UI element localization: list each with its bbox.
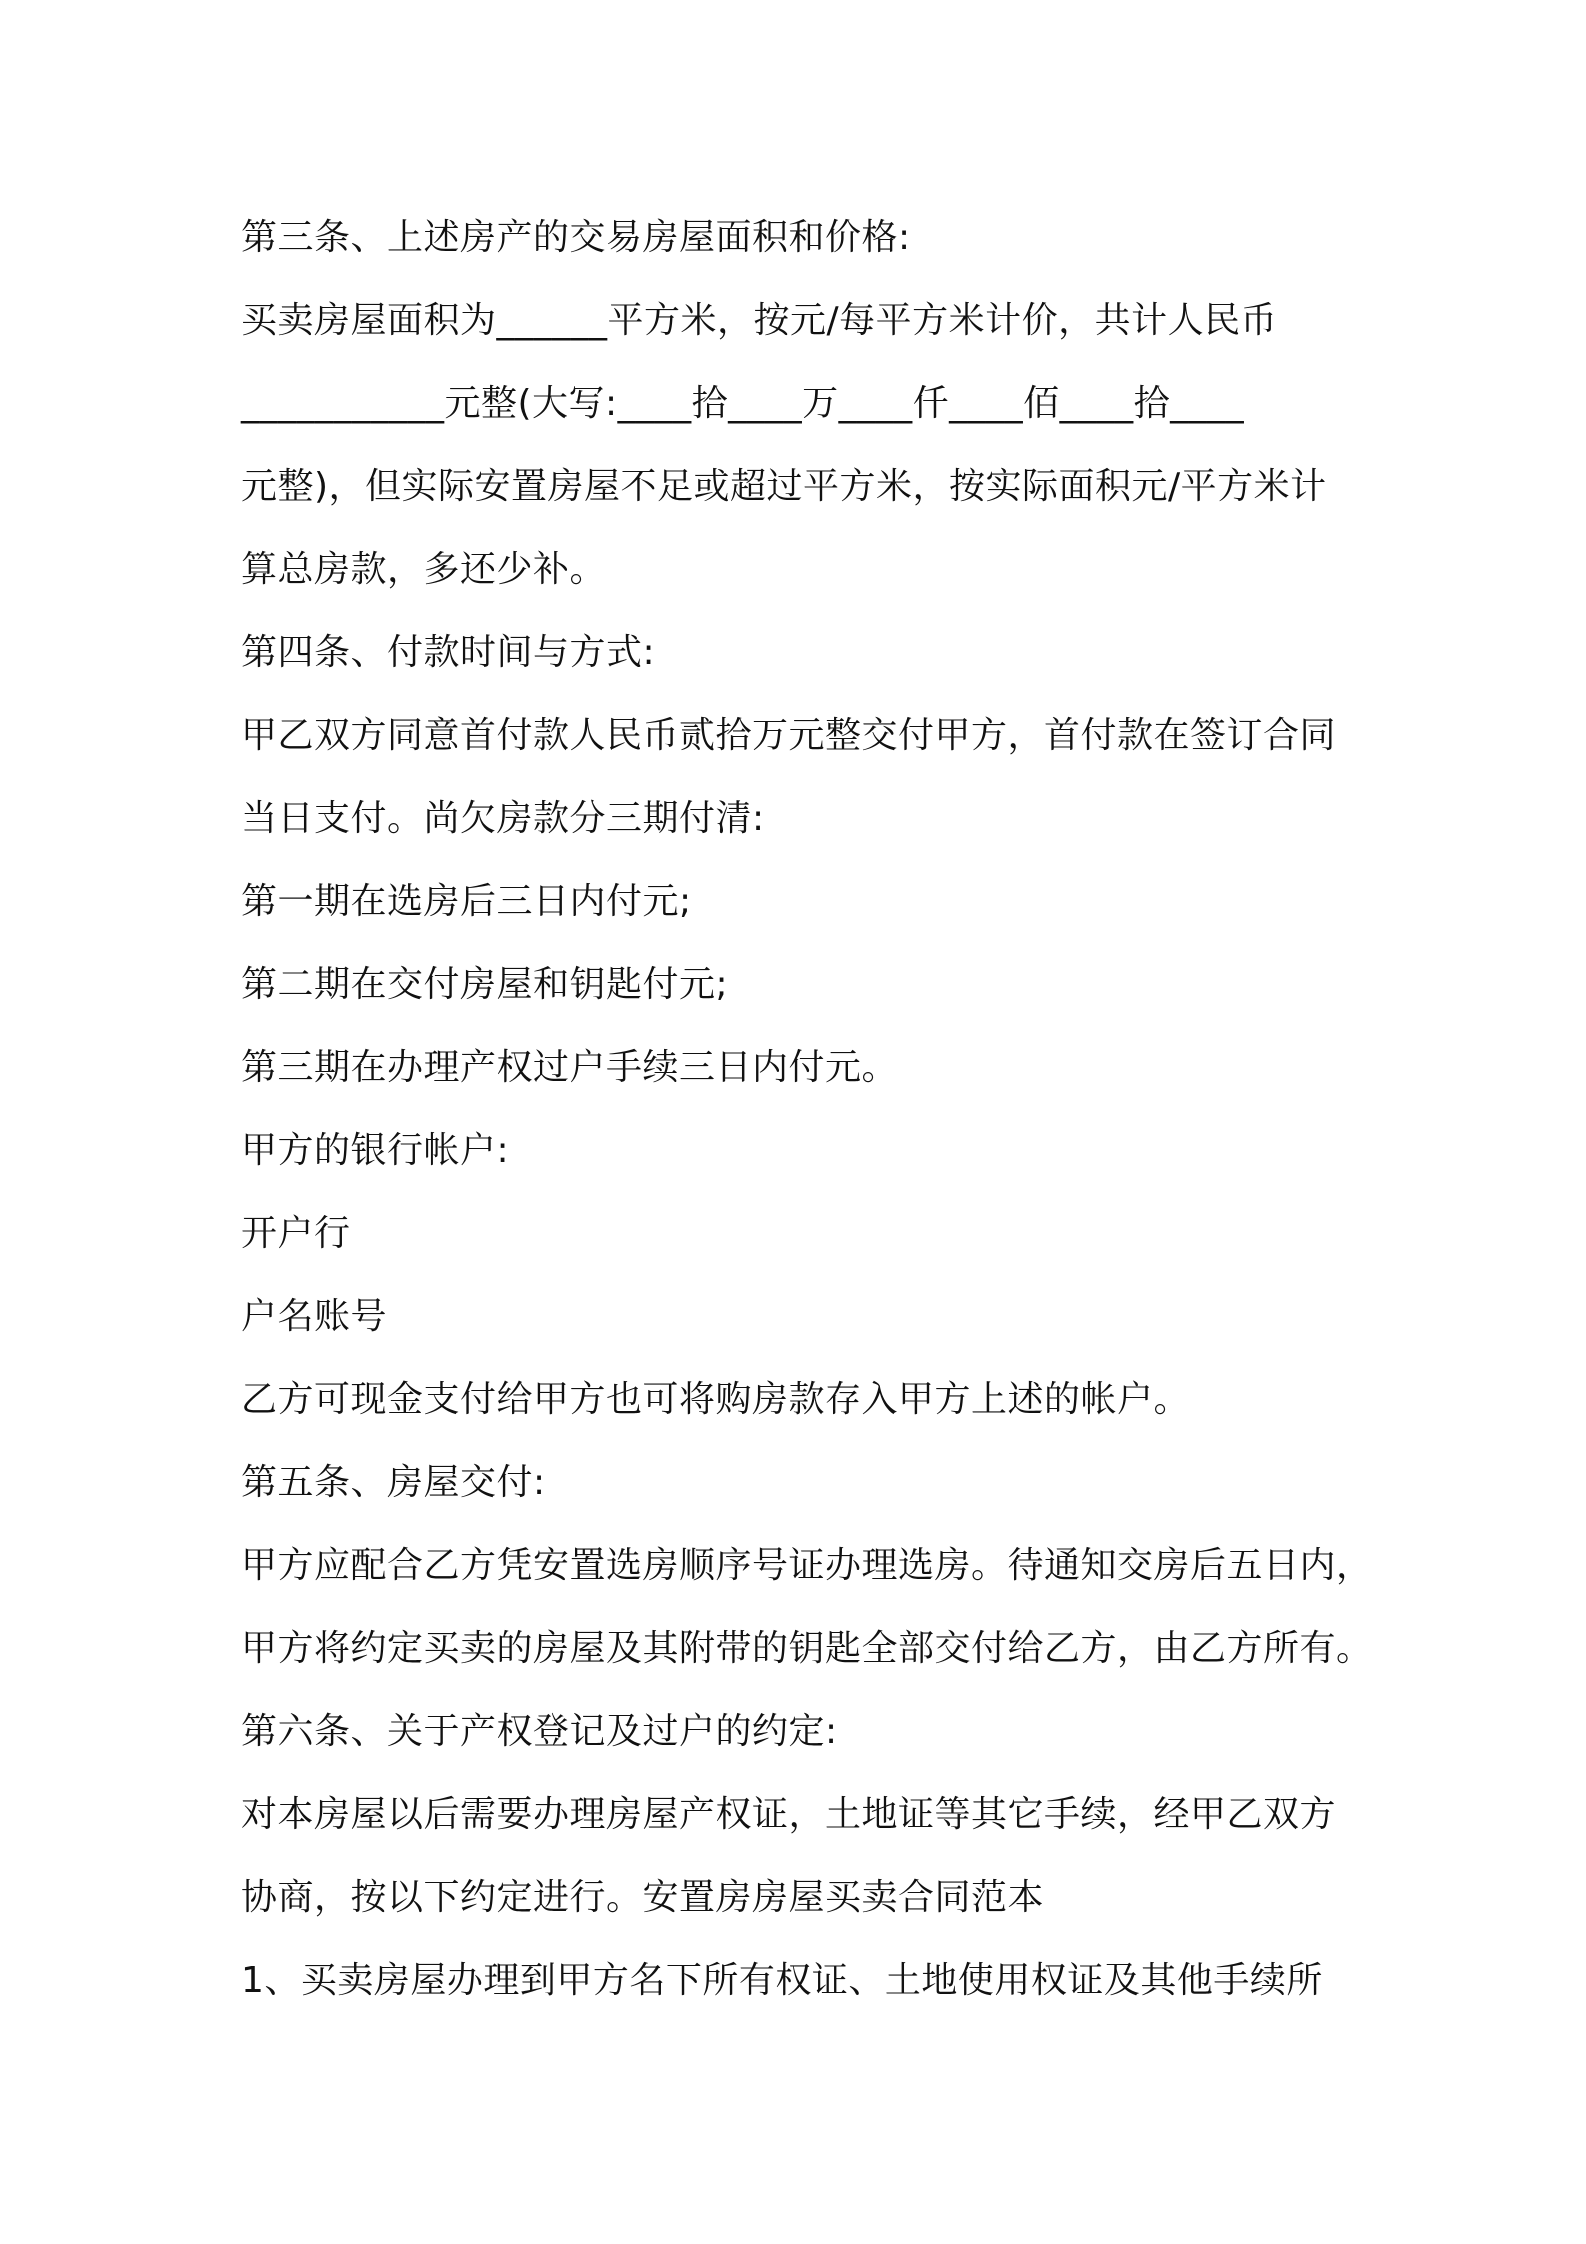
text-line: 乙方可现金支付给甲方也可将购房款存入甲方上述的帐户。 <box>241 1379 1191 1420</box>
text-line: 第二期在交付房屋和钥匙付元; <box>241 964 729 1005</box>
text-line: 第一期在选房后三日内付元; <box>241 881 692 922</box>
text-line: 开户行 <box>241 1213 351 1254</box>
article-6-heading: 第六条、关于产权登记及过户的约定: <box>241 1711 838 1752</box>
article-5-heading: 第五条、房屋交付: <box>241 1462 546 1503</box>
text-line: 对本房屋以后需要办理房屋产权证，土地证等其它手续，经甲乙双方 <box>241 1794 1337 1835</box>
text-line: ___________元整(大写:____拾____万____仟____佰____拾____ <box>241 383 1245 424</box>
text-line: 当日支付。尚欠房款分三期付清: <box>241 798 765 839</box>
text-line: 甲乙双方同意首付款人民币贰拾万元整交付甲方，首付款在签订合同 <box>241 715 1337 756</box>
text-line: 甲方的银行帐户: <box>241 1130 510 1171</box>
article-3-heading: 第三条、上述房产的交易房屋面积和价格: <box>241 217 911 258</box>
document-body <box>241 196 1373 2022</box>
text-line: 第三期在办理产权过户手续三日内付元。 <box>241 1047 899 1088</box>
text-line: 户名账号 <box>241 1296 388 1337</box>
text-line: 1、买卖房屋办理到甲方名下所有权证、土地使用权证及其他手续所 <box>241 1960 1323 2001</box>
article-4-heading: 第四条、付款时间与方式: <box>241 632 656 673</box>
text-line: 算总房款，多还少补。 <box>241 549 607 590</box>
text-line: 元整)，但实际安置房屋不足或超过平方米，按实际面积元/平方米计 <box>241 466 1327 507</box>
text-line: 甲方应配合乙方凭安置选房顺序号证办理选房。待通知交房后五日内， <box>241 1545 1373 1586</box>
text-line: 买卖房屋面积为______平方米，按元/每平方米计价，共计人民币 <box>241 300 1278 341</box>
text-line: 甲方将约定买卖的房屋及其附带的钥匙全部交付给乙方，由乙方所有。 <box>241 1628 1373 1669</box>
text-line: 协商，按以下约定进行。安置房房屋买卖合同范本 <box>241 1877 1045 1918</box>
